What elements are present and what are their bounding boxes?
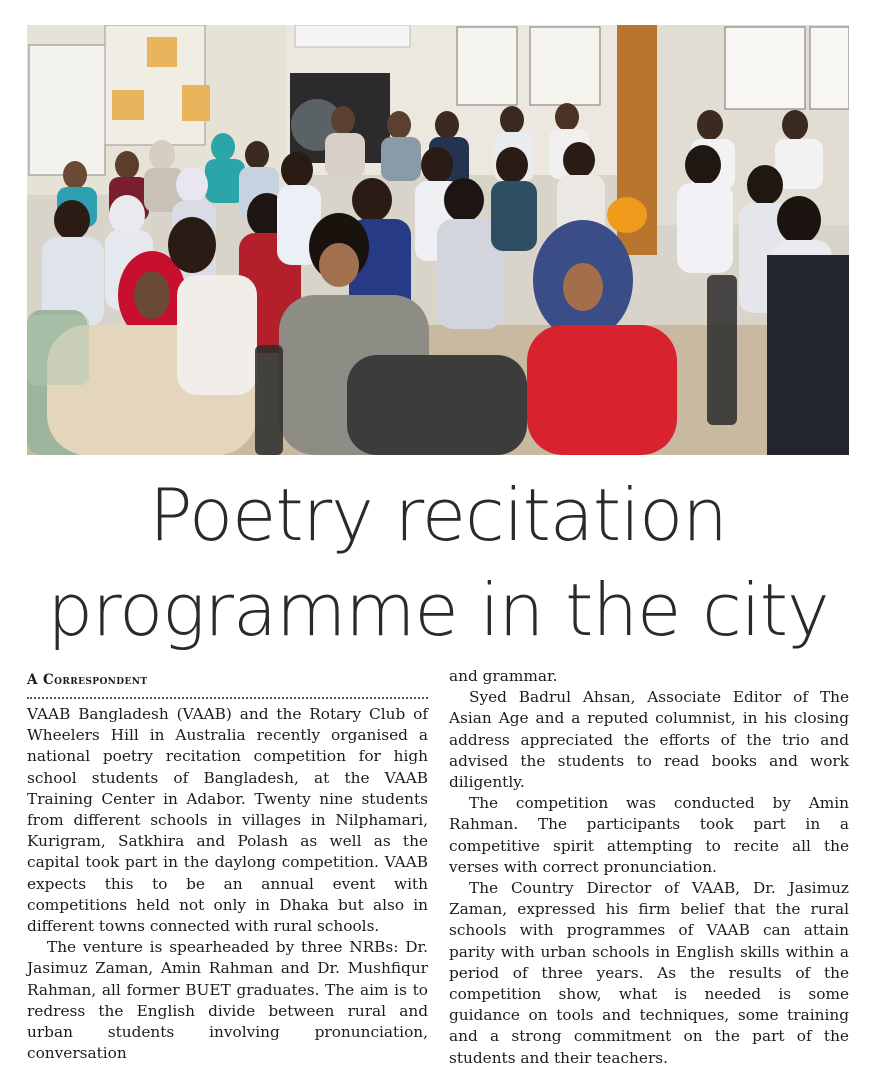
paragraph: The venture is spearheaded by three NRBs: Dr. Jasimuz Zaman, Amin Rahman and Dr. Mushfiqur Rahman, all former BUET graduates. The aim is to redress the English divide between rural and urban students involving pronunciation, conversation xyxy=(27,938,428,1063)
byline-divider xyxy=(27,697,428,699)
headline xyxy=(27,468,849,658)
photo-classroom-icon xyxy=(27,25,849,455)
paragraph: The Country Director of VAAB, Dr. Jasimuz Zaman, expressed his firm belief that the rural schools with programmes of VAAB can attain parity with urban schools in English skills within a period of three years. As the results of the competition show, what is needed is some guidance on tools and techniques, some training and a strong commitment on the part of the students and their teachers. xyxy=(449,879,849,1067)
paragraph: and grammar. xyxy=(449,667,558,685)
paragraph: Syed Badrul Ahsan, Associate Editor of The Asian Age and a reputed columnist, in his closing address appreciated the efforts of the trio and advised the students to read books and work diligently. xyxy=(449,688,849,792)
event-photo xyxy=(27,25,849,455)
byline xyxy=(27,670,428,690)
headline-line-1: Poetry recitation xyxy=(149,473,727,557)
headline-line-2: programme in the city xyxy=(47,568,829,652)
article-column-right xyxy=(449,666,849,1069)
paragraph: The competition was conducted by Amin Rahman. The participants took part in a competitive spirit attempting to recite all the verses with correct pronunciation. xyxy=(449,794,849,876)
paragraph: VAAB Bangladesh (VAAB) and the Rotary Club of Wheelers Hill in Australia recently organised a national poetry recitation competition for high school students of Bangladesh, at the VAAB Training Center in Adabor. Twenty nine students from different schools in villages in Nilphamari, Kurigram, Satkhira and Polash as well as the capital took part in the daylong competition. VAAB expects this to be an annual event with competitions held not only in Dhaka but also in different towns connected with rural schools. xyxy=(27,705,428,936)
byline-text: A Correspondent xyxy=(27,672,148,688)
article-column-left xyxy=(27,666,428,1064)
